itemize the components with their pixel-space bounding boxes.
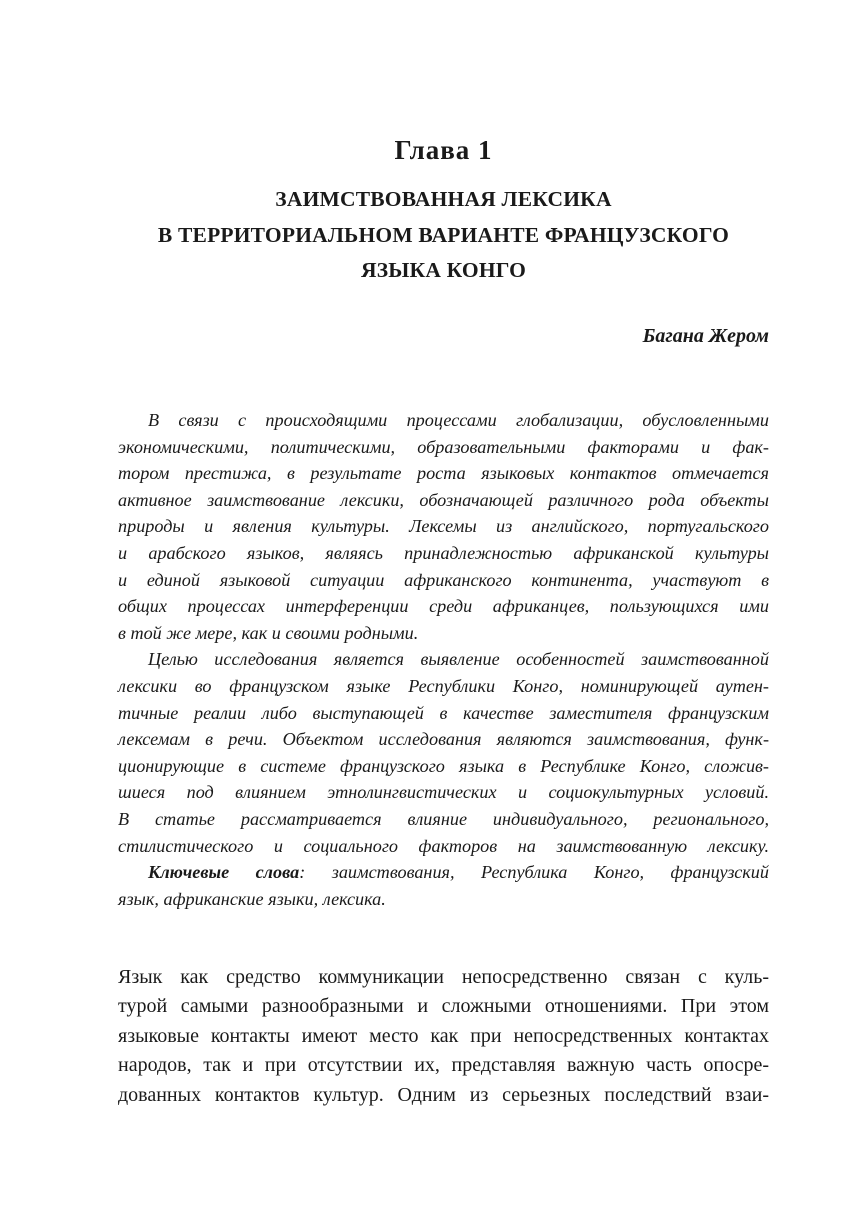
abstract: [118, 407, 769, 912]
keywords-label: Ключевые слова: [148, 862, 300, 883]
abstract-line: и арабского языков, являясь принадлежностью африканской культуры: [118, 542, 769, 563]
abstract-line: экономическими, политическими, образовательными факторами и фак-: [118, 436, 769, 457]
chapter-title-line: ЗАИМСТВОВАННАЯ ЛЕКСИКА: [275, 187, 612, 211]
abstract-line: общих процессах интерференции среди африканцев, пользующихся ими: [118, 596, 769, 617]
chapter-title: [118, 182, 769, 289]
chapter-title-line: В ТЕРРИТОРИАЛЬНОМ ВАРИАНТЕ ФРАНЦУЗСКОГО: [157, 222, 730, 247]
abstract-line: стилистического и социального факторов на заимствованную лексику.: [118, 835, 769, 856]
keywords-line: язык, африканские языки, лексика.: [118, 888, 386, 909]
abstract-line: лексемам в речи. Объектом исследования являются заимствования, функ-: [118, 729, 769, 750]
abstract-line: в той же мере, как и своими родными.: [118, 622, 419, 643]
body-line: дованных контактов культур. Одним из серьезных последствий взаи-: [118, 1083, 769, 1106]
chapter-label: Глава 1: [394, 135, 493, 165]
author-name: Багана Жером: [642, 325, 769, 347]
body-line: Язык как средство коммуникации непосредственно связан с куль-: [118, 966, 769, 988]
document-page: [118, 0, 769, 1211]
abstract-line: и единой языковой ситуации африканского континента, участвуют в: [118, 569, 769, 590]
abstract-line: лексики во французском языке Республики Конго, номинирующей аутен-: [118, 675, 769, 696]
abstract-line: В статье рассматривается влияние индивидуального, регионального,: [118, 808, 769, 829]
body-text: [118, 963, 769, 1110]
abstract-line: ционирующие в системе французского языка в Республике Конго, сложив-: [118, 755, 769, 776]
abstract-line: природы и явления культуры. Лексемы из английского, португальского: [118, 516, 769, 537]
body-line: языковые контакты имеют место как при непосредственных контактах: [118, 1024, 769, 1047]
body-line: турой самыми разнообразными и сложными отношениями. При этом: [118, 995, 769, 1018]
chapter-title-line: ЯЗЫКА КОНГО: [360, 258, 527, 282]
abstract-line: шиеся под влиянием этнолингвистических и социокультурных условий.: [118, 782, 769, 803]
body-line: народов, так и при отсутствии их, представляя важную часть опосре-: [118, 1054, 769, 1077]
abstract-line: тичные реалии либо выступающей в качестве заместителя французским: [118, 702, 769, 723]
keywords-list: : заимствования, Республика Конго, французский: [299, 862, 769, 883]
abstract-line: Целью исследования является выявление особенностей заимствованной: [148, 649, 769, 670]
keywords-line: [118, 859, 769, 886]
abstract-line: активное заимствование лексики, обозначающей различного рода объекты: [118, 489, 769, 510]
abstract-line: В связи с происходящими процессами глобализации, обусловленными: [148, 410, 769, 430]
abstract-line: тором престижа, в результате роста языковых контактов отмечается: [118, 463, 769, 484]
